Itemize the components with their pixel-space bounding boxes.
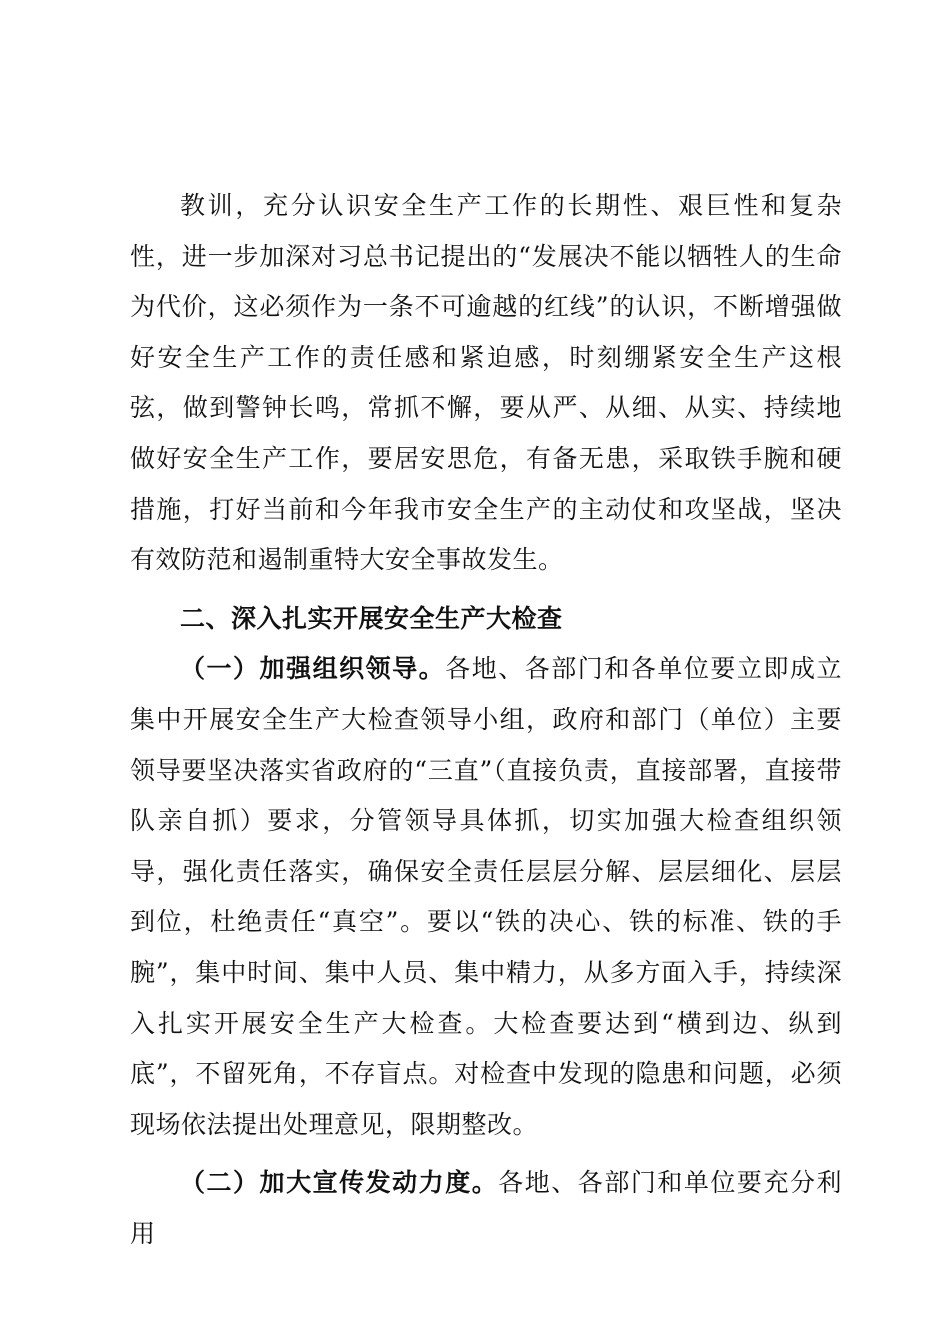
paragraph-publicity bbox=[130, 1158, 842, 1259]
paragraph-lessons: 教训，充分认识安全生产工作的长期性、艰巨性和复杂性，进一步加深对习总书记提出的“发展决不能以牺牲人的生命为代价，这必须作为一条不可逾越的红线”的认识，不断增强做好安全生产工作的责任感和紧迫感，时刻绷紧安全生产这根弦，做到警钟长鸣，常抓不懈，要从严、从细、从实、持续地做好安全生产工作，要居安思危，有备无患，采取铁手腕和硬措施，打好当前和今年我市安全生产的主动仗和攻坚战，坚决有效防范和遏制重特大安全事故发生。 bbox=[130, 191, 842, 575]
section-heading-inspection: 二、深入扎实开展安全生产大检查 bbox=[180, 603, 563, 633]
paragraph-organization-leadership bbox=[130, 644, 842, 1150]
item-lead-organization: （一）加强组织领导。 bbox=[180, 654, 446, 684]
item-body-organization: 各地、各部门和各单位要立即成立集中开展安全生产大检查领导小组，政府和部门（单位）主要领导要坚决落实省政府的“三直”（直接负责，直接部署，直接带队亲自抓）要求，分管领导具体抓，切实加强大检查组织领导，强化责任落实，确保安全责任层层分解、层层细化、层层到位，杜绝责任“真空”。要以“铁的决心、铁的标准、铁的手腕”，集中时间、集中人员、集中精力，从多方面入手，持续深入扎实开展安全生产大检查。大检查要达到“横到边、纵到底”，不留死角，不存盲点。对检查中发现的隐患和问题，必须现场依法提出处理意见，限期整改。 bbox=[130, 654, 842, 1139]
document-body bbox=[130, 181, 842, 1259]
item-lead-publicity: （二）加大宣传发动力度。 bbox=[180, 1168, 499, 1198]
item-body-publicity: 各地、各部门和单位要充分利用 bbox=[130, 1168, 842, 1248]
